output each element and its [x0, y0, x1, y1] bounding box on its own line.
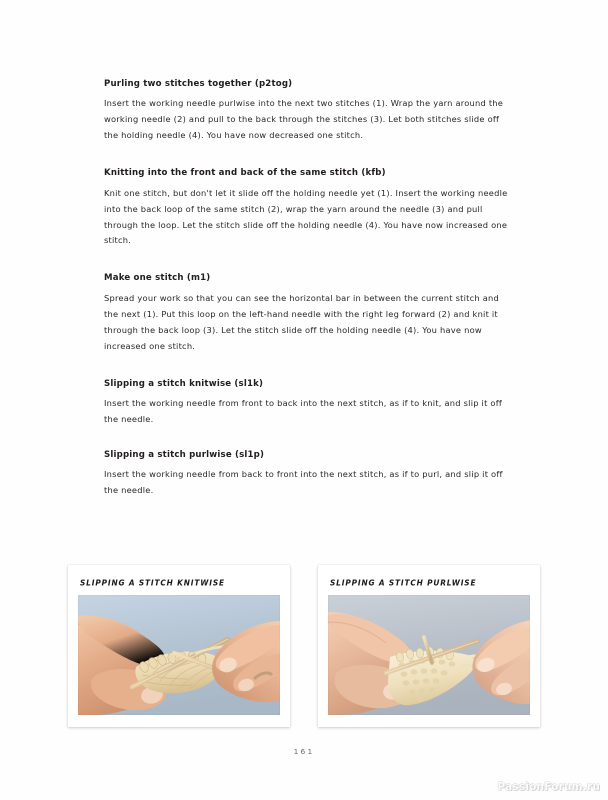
- section-heading: Knitting into the front and back of the same stitch (kfb): [104, 168, 386, 179]
- section-sl1p: [104, 449, 512, 499]
- instructions-text-column: [104, 78, 512, 499]
- section-heading: Make one stitch (m1): [104, 273, 211, 284]
- section-body: Insert the working needle from front to back into the next stitch, as if to knit, and slip it off the needle.: [104, 397, 502, 424]
- section-body: Insert the working needle from back to front into the next stitch, as if to purl, and slip it off the needle.: [104, 469, 503, 496]
- section-heading: Slipping a stitch purlwise (sl1p): [104, 449, 265, 460]
- section-m1: [104, 272, 512, 354]
- section-body: Insert the working needle purlwise into the next two stitches (1). Wrap the yarn around the working needle (2) and pull to the back through the stitches (3). Let both stitches slide off the holding needle (4). You have now decreased one stitch.: [104, 98, 504, 141]
- photo-knitwise: [78, 595, 280, 715]
- photo-card-row: [68, 565, 540, 727]
- section-sl1k: [104, 378, 512, 428]
- photo-card-knitwise: [68, 565, 290, 727]
- section-body: Knit one stitch, but don't let it slide off the holding needle yet (1). Insert the working needle into the back loop of the same stitch (2), wrap the yarn around the needle (3) and pull through the loop. Let the stitch slide off the holding needle (4). You have now increased one stitch.: [104, 187, 508, 246]
- section-heading: Purling two stitches together (p2tog): [104, 79, 293, 89]
- section-p2tog: [104, 78, 512, 144]
- watermark: PassionForum.ru: [497, 781, 600, 793]
- photo-card-caption: SLIPPING A STITCH PURLWISE: [330, 577, 477, 588]
- section-body: Spread your work so that you can see the horizontal bar in between the current stitch and the next (1). Put this loop on the left-hand needle with the right leg forward (2) and knit it through the back loop (3). Let the stitch slide off the holding needle (4). You have now increased one stitch.: [104, 292, 499, 351]
- photo-card-caption: SLIPPING A STITCH KNITWISE: [80, 577, 225, 588]
- section-heading: Slipping a stitch knitwise (sl1k): [104, 378, 264, 389]
- photo-card-purlwise: [318, 565, 540, 727]
- photo-purlwise: [328, 595, 530, 715]
- section-kfb: [104, 167, 512, 249]
- page-number: 161: [293, 747, 315, 756]
